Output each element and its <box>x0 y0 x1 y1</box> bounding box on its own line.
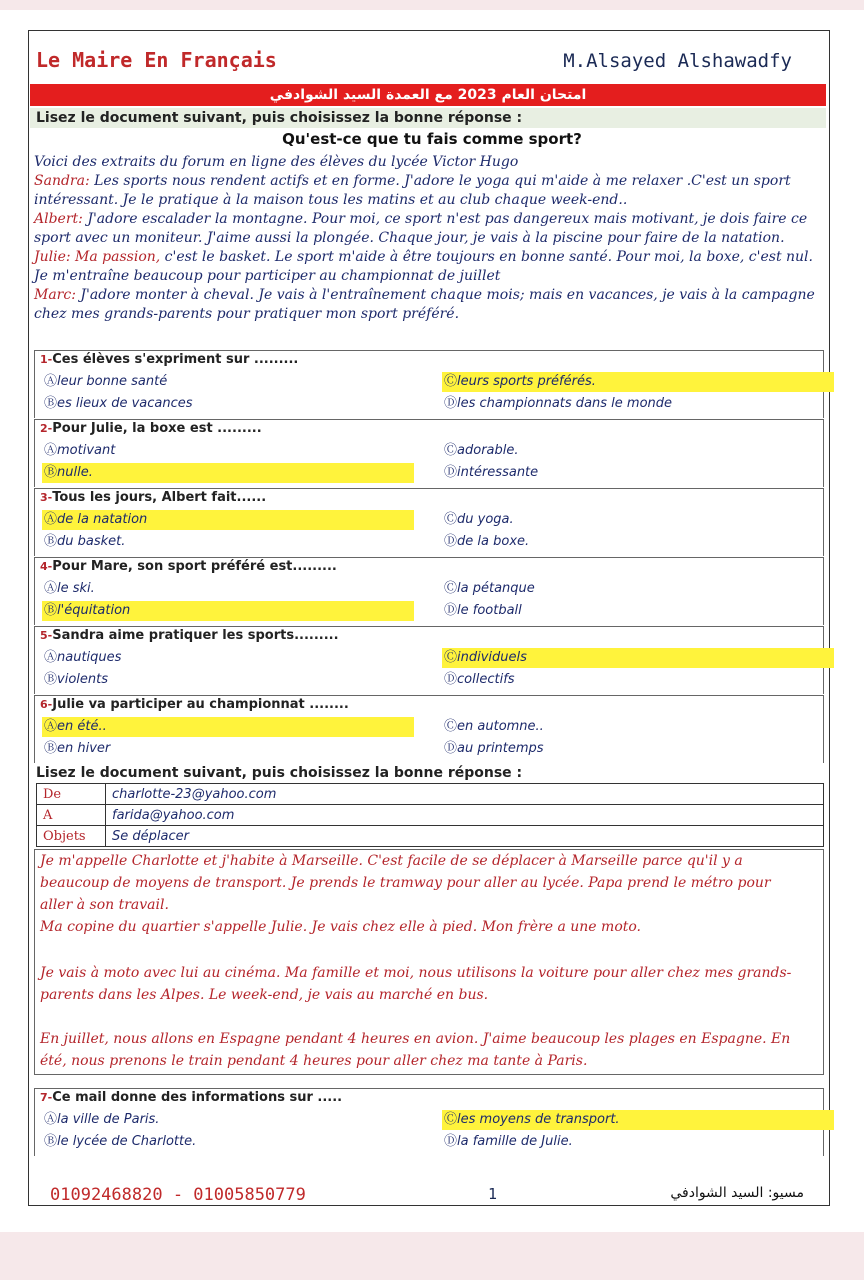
option-letter-icon: Ⓓ <box>444 534 458 549</box>
mail-value: Se déplacer <box>106 826 824 847</box>
option-d <box>442 463 834 483</box>
mail-value: farida@yahoo.com <box>106 805 824 826</box>
mail-label: A <box>37 805 106 826</box>
option-b <box>42 739 414 759</box>
option-letter-icon: Ⓓ <box>444 1134 458 1149</box>
option-b <box>42 601 414 621</box>
option-letter-icon: Ⓐ <box>44 650 58 665</box>
forum-text-segment: J'adore monter à cheval. Je vais à l'entraînement chaque mois; mais en vacances, je vais à la campagne <box>75 287 815 303</box>
question-title <box>40 421 262 436</box>
question-title <box>40 559 337 574</box>
mail-row-subject <box>37 826 824 847</box>
forum-text-segment: J'adore escalader la montagne. Pour moi, ce sport n'est pas dangereux mais motivant, je dois faire ce <box>82 211 808 227</box>
footer-phone: 01092468820 - 01005850779 <box>50 1185 306 1205</box>
option-text: motivant <box>57 443 116 458</box>
option-letter-icon: Ⓑ <box>44 396 58 411</box>
option-d <box>442 601 834 621</box>
option-text: de la natation <box>57 512 148 527</box>
forum-line <box>34 305 459 324</box>
option-letter-icon: Ⓑ <box>44 741 58 756</box>
option-text: les moyens de transport. <box>457 1112 620 1127</box>
exam-banner: امتحان العام 2023 مع العمدة السيد الشوادفي <box>30 84 826 106</box>
question-title <box>40 628 339 643</box>
forum-text-segment: Les sports nous rendent actifs et en forme. J'adore le yoga qui m'aide à me relaxer .C'est un sport <box>89 173 791 189</box>
option-letter-icon: Ⓒ <box>444 650 458 665</box>
option-letter-icon: Ⓒ <box>444 443 458 458</box>
mail-row-to <box>37 805 824 826</box>
option-text: es lieux de vacances <box>57 396 193 411</box>
option-text: leur bonne santé <box>57 374 168 389</box>
mail-text: parents dans les Alpes. Le week-end, je vais au marché en bus. <box>40 987 489 1003</box>
option-text: adorable. <box>457 443 519 458</box>
mail-label: De <box>37 784 106 805</box>
option-text: en automne.. <box>457 719 544 734</box>
question-text: Ce mail donne des informations sur ..... <box>52 1090 343 1105</box>
option-d <box>442 670 834 690</box>
option-text: leurs sports préférés. <box>457 374 596 389</box>
question-title <box>40 352 298 367</box>
option-b <box>42 670 414 690</box>
option-text: la famille de Julie. <box>457 1134 573 1149</box>
option-b <box>42 463 414 483</box>
question-number: 5- <box>40 629 53 642</box>
option-letter-icon: Ⓑ <box>44 1134 58 1149</box>
option-a <box>42 510 414 530</box>
option-text: au printemps <box>457 741 544 756</box>
option-letter-icon: Ⓒ <box>444 512 458 527</box>
option-b <box>42 1132 414 1152</box>
option-a <box>42 648 414 668</box>
header-author: M.Alsayed Alshawadfy <box>563 50 792 72</box>
forum-line <box>34 191 627 210</box>
option-c <box>442 441 834 461</box>
option-letter-icon: Ⓑ <box>44 672 58 687</box>
question-title <box>40 697 349 712</box>
option-a <box>42 717 414 737</box>
option-a <box>42 579 414 599</box>
option-a <box>42 1110 414 1130</box>
question-number: 4- <box>40 560 53 573</box>
instruction-part1: Lisez le document suivant, puis choisissez la bonne réponse : <box>30 108 826 128</box>
mail-value: charlotte-23@yahoo.com <box>106 784 824 805</box>
mail-text: été, nous prenons le train pendant 4 heures pour aller chez ma tante à Paris. <box>40 1053 588 1069</box>
question-number: 2- <box>40 422 53 435</box>
option-text: la ville de Paris. <box>57 1112 160 1127</box>
option-letter-icon: Ⓑ <box>44 534 58 549</box>
option-letter-icon: Ⓓ <box>444 741 458 756</box>
forum-text-segment: chez mes grands-parents pour pratiquer mon sport préféré. <box>34 306 460 322</box>
option-text: en été.. <box>57 719 107 734</box>
option-c <box>442 717 834 737</box>
option-letter-icon: Ⓓ <box>444 672 458 687</box>
option-text: le football <box>457 603 522 618</box>
mail-text: En juillet, nous allons en Espagne pendant 4 heures en avion. J'aime beaucoup les plages en Espagne. En <box>40 1031 791 1047</box>
speaker-name: Sandra: <box>34 173 90 189</box>
option-letter-icon: Ⓐ <box>44 581 58 596</box>
option-c <box>442 372 834 392</box>
option-text: le lycée de Charlotte. <box>57 1134 197 1149</box>
question-text: Julie va participer au championnat ........ <box>52 697 349 712</box>
question-title <box>40 1090 342 1105</box>
option-b <box>42 532 414 552</box>
option-letter-icon: Ⓐ <box>44 719 58 734</box>
forum-text-segment: intéressant. Je le pratique à la maison tous les matins et au club chaque week-end.. <box>34 192 628 208</box>
option-letter-icon: Ⓒ <box>444 1112 458 1127</box>
header-left-title: Le Maire En Français <box>36 48 277 72</box>
question-text: Pour Mare, son sport préféré est......... <box>52 559 337 574</box>
mail-text: aller à son travail. <box>40 897 169 913</box>
question-title <box>40 490 266 505</box>
option-letter-icon: Ⓒ <box>444 581 458 596</box>
option-letter-icon: Ⓐ <box>44 512 58 527</box>
forum-text-segment: c'est le basket. Le sport m'aide à être toujours en bonne santé. Pour moi, la boxe, c'est nul. <box>160 249 813 265</box>
option-text: intéressante <box>457 465 539 480</box>
option-letter-icon: Ⓓ <box>444 465 458 480</box>
option-a <box>42 372 414 392</box>
option-d <box>442 739 834 759</box>
option-letter-icon: Ⓑ <box>44 465 58 480</box>
text-title: Qu'est-ce que tu fais comme sport? <box>282 130 582 148</box>
question-number: 7- <box>40 1091 53 1104</box>
speaker-name: Albert: <box>34 211 83 227</box>
mail-text: Ma copine du quartier s'appelle Julie. Je vais chez elle à pied. Mon frère a une moto. <box>40 919 642 935</box>
option-d <box>442 1132 834 1152</box>
question-text: Tous les jours, Albert fait...... <box>52 490 267 505</box>
option-c <box>442 1110 834 1130</box>
option-a <box>42 441 414 461</box>
option-text: nautiques <box>57 650 122 665</box>
option-letter-icon: Ⓓ <box>444 603 458 618</box>
question-number: 6- <box>40 698 53 711</box>
option-text: le ski. <box>57 581 95 596</box>
option-text: de la boxe. <box>457 534 530 549</box>
option-text: en hiver <box>57 741 111 756</box>
option-text: individuels <box>457 650 527 665</box>
forum-line <box>34 210 807 229</box>
option-letter-icon: Ⓒ <box>444 374 458 389</box>
forum-text-segment: sport avec un moniteur. J'aime aussi la plongée. Chaque jour, je vais à la piscine pour faire de la natation. <box>34 230 785 246</box>
option-c <box>442 648 834 668</box>
question-text: Sandra aime pratiquer les sports......... <box>52 628 339 643</box>
option-d <box>442 394 834 414</box>
option-text: l'équitation <box>57 603 131 618</box>
option-text: collectifs <box>457 672 515 687</box>
option-c <box>442 510 834 530</box>
option-letter-icon: Ⓐ <box>44 374 58 389</box>
instruction-part2: Lisez le document suivant, puis choisissez la bonne réponse : <box>36 765 523 781</box>
option-d <box>442 532 834 552</box>
page-number: 1 <box>488 1185 498 1203</box>
question-number: 1- <box>40 353 53 366</box>
option-text: les championnats dans le monde <box>457 396 673 411</box>
option-text: violents <box>57 672 108 687</box>
question-text: Ces élèves s'expriment sur ......... <box>52 352 299 367</box>
option-letter-icon: Ⓑ <box>44 603 58 618</box>
option-letter-icon: Ⓐ <box>44 1112 58 1127</box>
question-text: Pour Julie, la boxe est ......... <box>52 421 262 436</box>
option-text: du basket. <box>57 534 126 549</box>
mail-header-table <box>36 783 824 847</box>
option-text: du yoga. <box>457 512 514 527</box>
forum-line <box>34 286 815 305</box>
question-number: 3- <box>40 491 53 504</box>
mail-frame <box>34 849 824 1075</box>
option-c <box>442 579 834 599</box>
mail-text: Je vais à moto avec lui au cinéma. Ma famille et moi, nous utilisons la voiture pour aller chez mes grands- <box>40 965 792 981</box>
forum-text-segment: Je m'entraîne beaucoup pour participer au championnat de juillet <box>34 268 501 284</box>
forum-line <box>34 248 813 267</box>
mail-row-from <box>37 784 824 805</box>
mail-label: Objets <box>37 826 106 847</box>
option-text: la pétanque <box>457 581 535 596</box>
option-letter-icon: Ⓓ <box>444 396 458 411</box>
option-text: nulle. <box>57 465 93 480</box>
speaker-name: Marc: <box>34 287 76 303</box>
speaker-name: Julie: Ma passion, <box>34 249 161 265</box>
forum-line <box>34 267 500 286</box>
option-letter-icon: Ⓒ <box>444 719 458 734</box>
forum-line <box>34 172 791 191</box>
forum-intro: Voici des extraits du forum en ligne des élèves du lycée Victor Hugo <box>34 154 519 170</box>
mail-text: Je m'appelle Charlotte et j'habite à Marseille. C'est facile de se déplacer à Marseille parce qu'il y a <box>40 853 743 869</box>
forum-line <box>34 229 785 248</box>
option-b <box>42 394 414 414</box>
footer-author-arabic: مسيو: السيد الشوادفي <box>670 1185 804 1201</box>
mail-text: beaucoup de moyens de transport. Je prends le tramway pour aller au lycée. Papa prend le métro pour <box>40 875 771 891</box>
option-letter-icon: Ⓐ <box>44 443 58 458</box>
